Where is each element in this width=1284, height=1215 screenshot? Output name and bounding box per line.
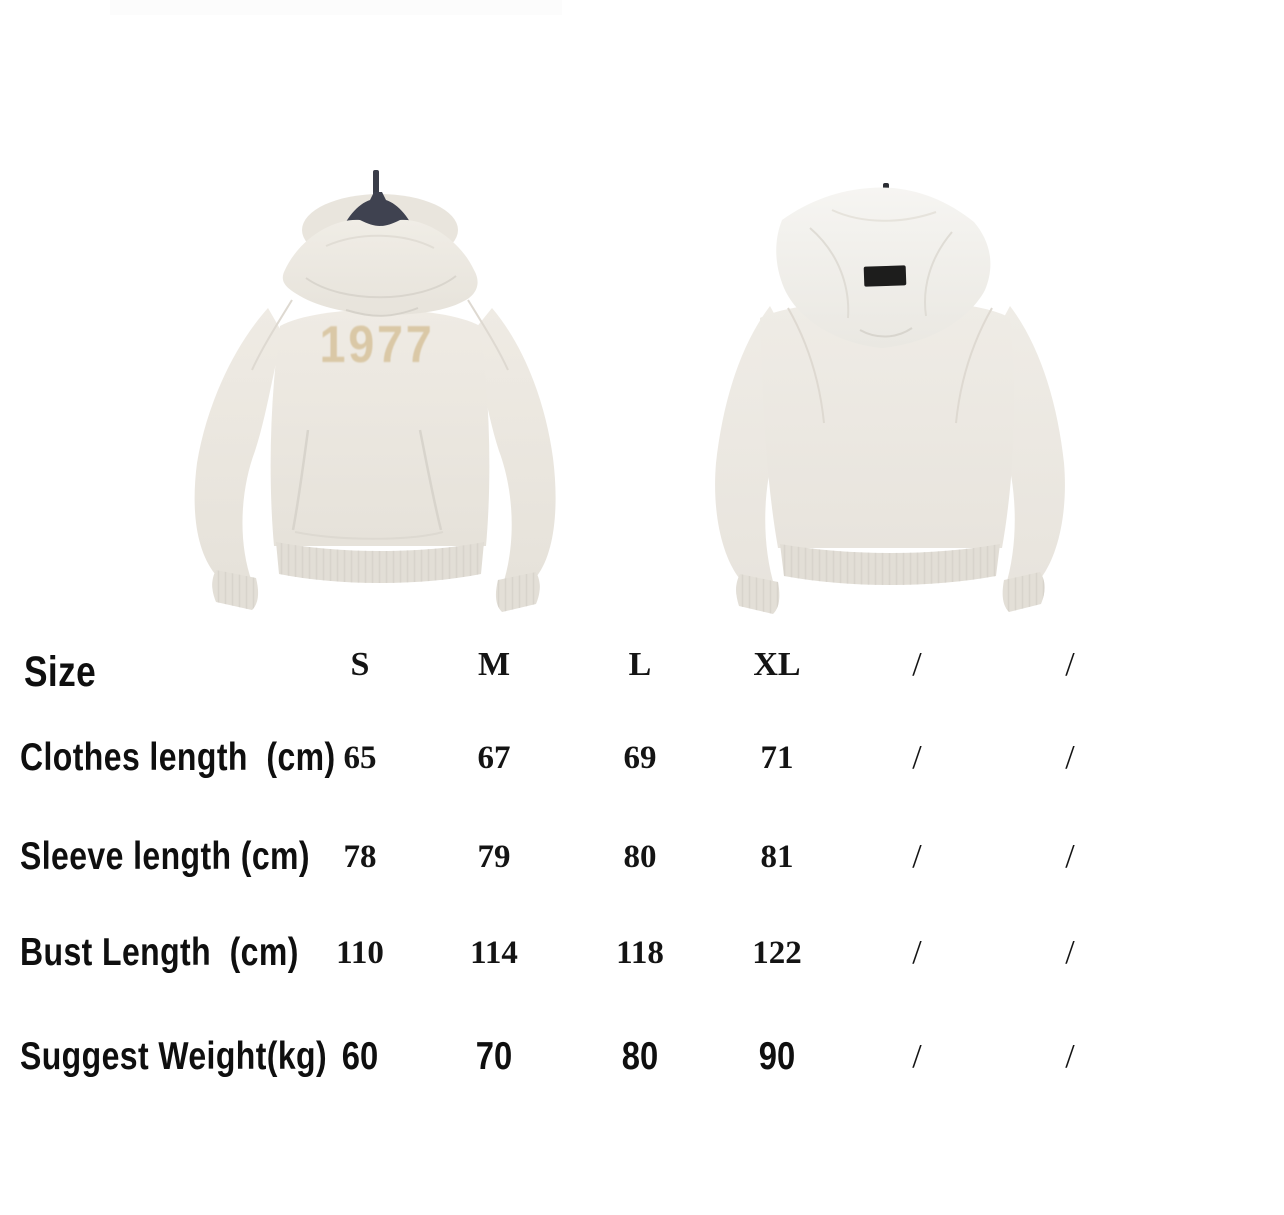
cell-value: / xyxy=(912,934,922,971)
column-header-xl: XL xyxy=(753,646,801,683)
cell-value: 67 xyxy=(477,740,511,776)
cell-value: 118 xyxy=(616,935,664,971)
back-hem-band xyxy=(780,544,1000,585)
back-hoodie-photo xyxy=(690,158,1090,618)
cell-value: 122 xyxy=(752,935,802,971)
cell-value: 71 xyxy=(760,740,794,776)
top-edge-artifact xyxy=(110,0,562,15)
table-row-clothes-length xyxy=(0,732,1284,784)
cell-value: 79 xyxy=(477,839,511,875)
cell-value: 80 xyxy=(621,1035,659,1078)
front-left-cuff xyxy=(212,570,258,610)
column-header-slash-1: / xyxy=(912,646,922,683)
cell-value: / xyxy=(912,838,922,875)
cell-value: / xyxy=(1065,1038,1075,1075)
cell-value: 65 xyxy=(343,740,377,776)
table-header-row xyxy=(0,639,1284,691)
row-label-clothes-length: Clothes length (cm) xyxy=(20,736,336,779)
size-table-corner-label: Size xyxy=(24,648,97,696)
column-header-l: L xyxy=(628,646,652,683)
column-header-slash-2: / xyxy=(1065,646,1075,683)
cell-value: 114 xyxy=(470,935,518,971)
table-row-bust-length xyxy=(0,927,1284,979)
front-hoodie-photo xyxy=(180,158,580,618)
cell-value: 81 xyxy=(760,839,794,875)
back-left-cuff xyxy=(736,574,779,614)
cell-value: / xyxy=(1065,934,1075,971)
front-left-sleeve xyxy=(195,308,283,582)
table-row-sleeve-length xyxy=(0,831,1284,883)
front-hem-band xyxy=(276,542,484,583)
front-logo-1977: 1977 xyxy=(319,315,435,374)
cell-value: 90 xyxy=(758,1035,796,1078)
cell-value: / xyxy=(1065,739,1075,776)
column-header-s: S xyxy=(350,646,370,683)
cell-value: 69 xyxy=(623,740,657,776)
row-label-sleeve-length: Sleeve length (cm) xyxy=(20,835,310,878)
cell-value: 70 xyxy=(475,1035,513,1078)
table-row-suggest-weight xyxy=(0,1031,1284,1083)
front-right-cuff xyxy=(496,572,540,612)
cell-value: 110 xyxy=(336,935,384,971)
hood-label xyxy=(864,265,907,286)
cell-value: / xyxy=(1065,838,1075,875)
cell-value: 78 xyxy=(343,839,377,875)
cell-value: 80 xyxy=(623,839,657,875)
cell-value: / xyxy=(912,739,922,776)
column-header-m: M xyxy=(477,646,511,683)
row-label-suggest-weight: Suggest Weight(kg) xyxy=(20,1035,328,1078)
row-label-bust-length: Bust Length (cm) xyxy=(20,931,299,974)
cell-value: / xyxy=(912,1038,922,1075)
cell-value: 60 xyxy=(341,1035,379,1078)
